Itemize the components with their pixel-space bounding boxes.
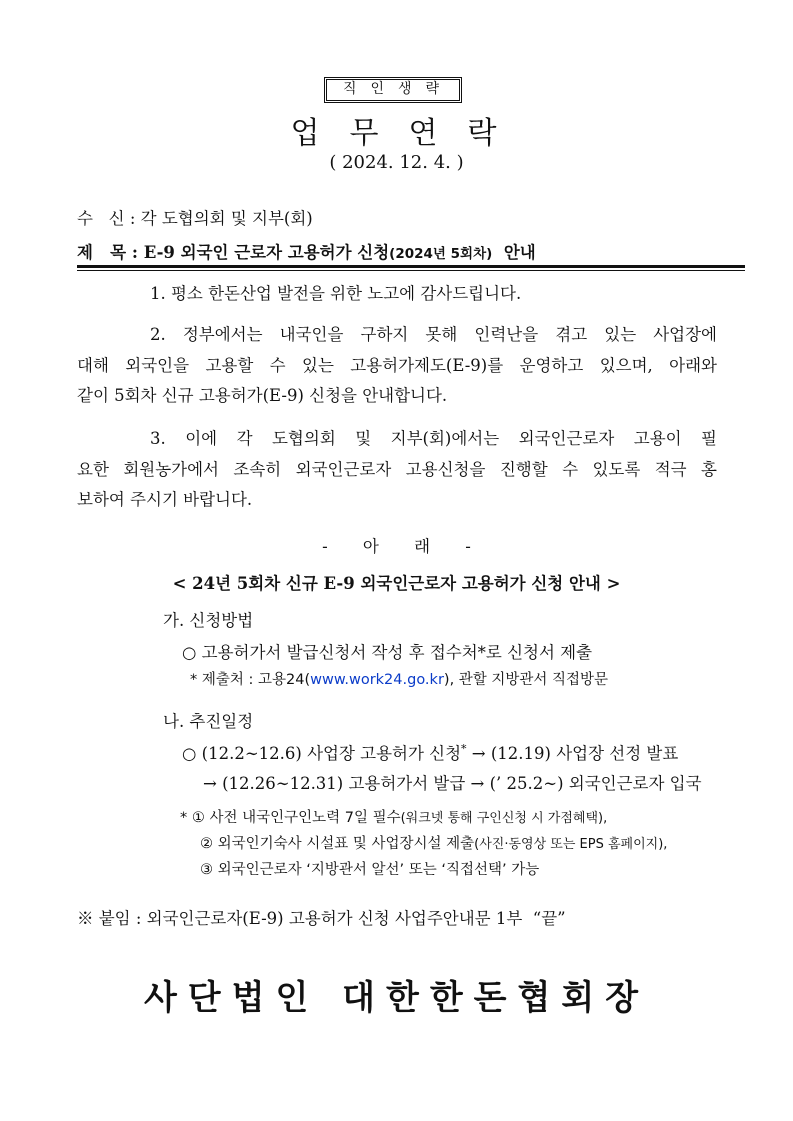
subject-tail: 안내 (503, 243, 536, 262)
section-a-title: 가. 신청방법 (163, 611, 254, 630)
recipient-row (77, 205, 313, 229)
subject-label: 제 목 : (77, 243, 138, 262)
schedule-line-2: → (12.26∼12.31) 고용허가서 발급 → (’ 25.2∼) 외국인근로자 입국 (203, 774, 702, 793)
subject-value: E-9 외국인 근로자 고용허가 신청 (143, 243, 390, 262)
paragraph-3-line-3: 보하여 주시기 바랍니다. (77, 490, 253, 509)
footnote-1-sub: (워크넷 통해 구인신청 시 가점혜택), (400, 811, 608, 826)
seal-omitted-stamp: 직인생략 (324, 77, 462, 103)
submission-note-suffix: ), 관할 지방관서 직접방문 (443, 672, 609, 688)
paragraph-3-line-1: 3. 이에 각 도협의회 및 지부(회)에서는 외국인근로자 고용이 필 (150, 429, 717, 448)
footnote-1-main: * ① 사전 내국인구인노력 7일 필수 (180, 810, 401, 826)
paragraph-2-line-2: 대해 외국인을 고용할 수 있는 고용허가제도(E-9)를 운영하고 있으며, 아래와 (77, 356, 717, 375)
footnote-3: ③ 외국인근로자 ‘지방관서 알선’ 또는 ‘직접선택’ 가능 (200, 862, 540, 878)
section-a-item: ○ 고용허가서 발급신청서 작성 후 접수처*로 신청서 제출 (182, 643, 593, 662)
notice-heading: < 24년 5회차 신규 E-9 외국인근로자 고용허가 신청 안내 > (172, 574, 621, 593)
paragraph-2-line-3: 같이 5회차 신규 고용허가(E-9) 신청을 안내합니다. (77, 386, 448, 405)
work24-link[interactable]: www.work24.go.kr (310, 672, 444, 688)
paragraph-2-line-1: 2. 정부에서는 내국인을 구하지 못해 인력난을 겪고 있는 사업장에 (150, 325, 717, 344)
subject-divider-thin (77, 270, 745, 271)
schedule-apply: ○ (12.2∼12.6) 사업장 고용허가 신청 (182, 744, 462, 763)
subject-round: (2024년 5회차) (389, 246, 493, 262)
submission-note-prefix: * 제출처 : 고용24( (190, 672, 311, 688)
sender-signature: 사단법인 대한한돈협회장 (143, 978, 650, 1018)
footnote-2-main: ② 외국인기숙사 시설표 및 사업장시설 제출 (200, 836, 475, 852)
subject-divider (77, 265, 745, 268)
paragraph-1: 1. 평소 한돈산업 발전을 위한 노고에 감사드립니다. (150, 284, 522, 303)
footnote-1 (180, 806, 607, 827)
subject-row (77, 239, 536, 263)
schedule-footnote-mark: * (461, 742, 467, 756)
schedule-line-1 (182, 740, 678, 764)
schedule-announce: → (12.19) 사업장 선정 발표 (471, 744, 679, 763)
section-a-note (190, 668, 608, 689)
section-b-title: 나. 추진일정 (163, 712, 254, 731)
paragraph-3-line-2: 요한 회원농가에서 조속히 외국인근로자 고용신청을 진행할 수 있도록 적극 홍 (77, 460, 717, 479)
recipient-label: 수 신 : (77, 209, 136, 228)
attachment-line: ※ 붙임 : 외국인근로자(E-9) 고용허가 신청 사업주안내문 1부 “끝” (77, 909, 566, 928)
footnote-2-sub: (사진·동영상 또는 EPS 홈페이지), (474, 837, 668, 852)
footnote-2 (200, 832, 667, 853)
below-mark: - 아 래 - (322, 537, 471, 556)
document-date: ( 2024. 12. 4. ) (329, 152, 464, 173)
document-title: 업무연락 (290, 116, 527, 151)
recipient-value: 각 도협의회 및 지부(회) (140, 209, 313, 228)
